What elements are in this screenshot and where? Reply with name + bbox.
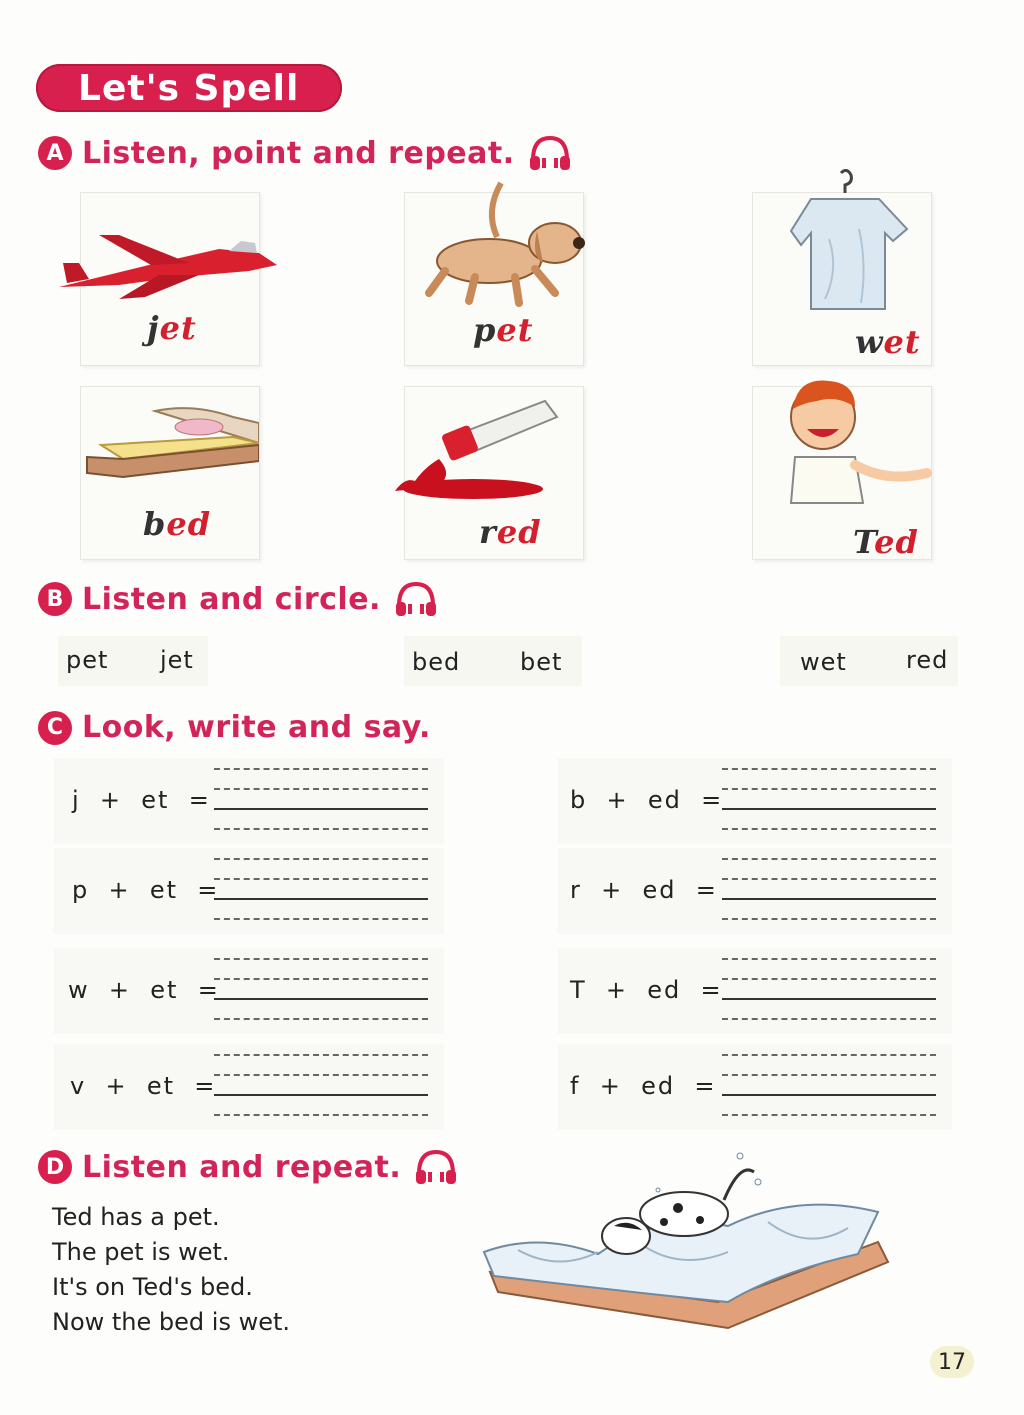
section-c-title: Look, write and say. [82,710,431,745]
lesson-title: Let's Spell [78,68,300,109]
picture-card-wet[interactable] [752,192,932,366]
card-word-wet: wet [855,323,921,361]
bed-illustration [83,403,259,493]
section-c-header [38,710,431,745]
exercise-equation: p + et = [72,876,220,904]
circle-word-option[interactable]: pet [66,646,109,674]
exercise-equation: v + et = [70,1072,217,1100]
section-b-badge: B [38,582,72,616]
answer-writing-lines[interactable] [722,768,936,832]
circle-word-option[interactable]: bet [520,648,563,676]
picture-card-ted[interactable] [752,386,932,560]
exercise-equation: w + et = [68,976,220,1004]
jet-illustration [59,219,279,299]
exercise-equation: f + ed = [570,1072,717,1100]
circle-word-option[interactable]: jet [160,646,194,674]
section-b-header [38,580,439,618]
boy-ted-illustration [777,373,937,513]
rhyme-line: Ted has a pet. [52,1203,220,1231]
page-number: 17 [930,1346,974,1378]
card-word-pet: pet [473,311,534,349]
picture-card-jet[interactable] [80,192,260,366]
wet-dog-on-bed-illustration [478,1142,898,1342]
section-a-header [38,134,573,172]
headphones-icon[interactable] [413,1148,459,1186]
answer-writing-lines[interactable] [214,958,428,1022]
picture-card-pet[interactable] [404,192,584,366]
section-a-badge: A [38,136,72,170]
answer-writing-lines[interactable] [722,858,936,922]
answer-writing-lines[interactable] [722,1054,936,1118]
answer-writing-lines[interactable] [214,858,428,922]
card-word-jet: jet [147,309,197,347]
section-d-header [38,1148,459,1186]
section-d-title: Listen and repeat. [82,1149,402,1185]
card-word-red: red [479,513,542,551]
section-d-badge: D [38,1150,72,1184]
exercise-equation: b + ed = [570,786,724,814]
circle-word-option[interactable]: red [906,646,949,674]
section-c-badge: C [38,711,72,745]
exercise-equation: T + ed = [570,976,723,1004]
card-word-bed: bed [143,505,212,543]
picture-card-bed[interactable] [80,386,260,560]
headphones-icon[interactable] [527,134,573,172]
picture-card-red[interactable] [404,386,584,560]
answer-writing-lines[interactable] [214,1054,428,1118]
exercise-equation: j + et = [72,786,211,814]
exercise-equation: r + ed = [570,876,718,904]
card-word-ted: Ted [853,523,919,561]
circle-word-option[interactable]: bed [412,648,461,676]
headphones-icon[interactable] [393,580,439,618]
wet-shirt-illustration [789,169,919,319]
section-a-title: Listen, point and repeat. [82,135,515,171]
rhyme-line: The pet is wet. [52,1238,230,1266]
answer-writing-lines[interactable] [722,958,936,1022]
rhyme-line: Now the bed is wet. [52,1308,291,1336]
rhyme-line: It's on Ted's bed. [52,1273,253,1301]
circle-word-option[interactable]: wet [800,648,847,676]
red-paint-illustration [395,393,585,503]
answer-writing-lines[interactable] [214,768,428,832]
section-b-title: Listen and circle. [82,581,381,617]
rhyme-text [52,1200,290,1340]
lesson-title-pill [36,64,342,112]
dog-illustration [415,181,591,311]
